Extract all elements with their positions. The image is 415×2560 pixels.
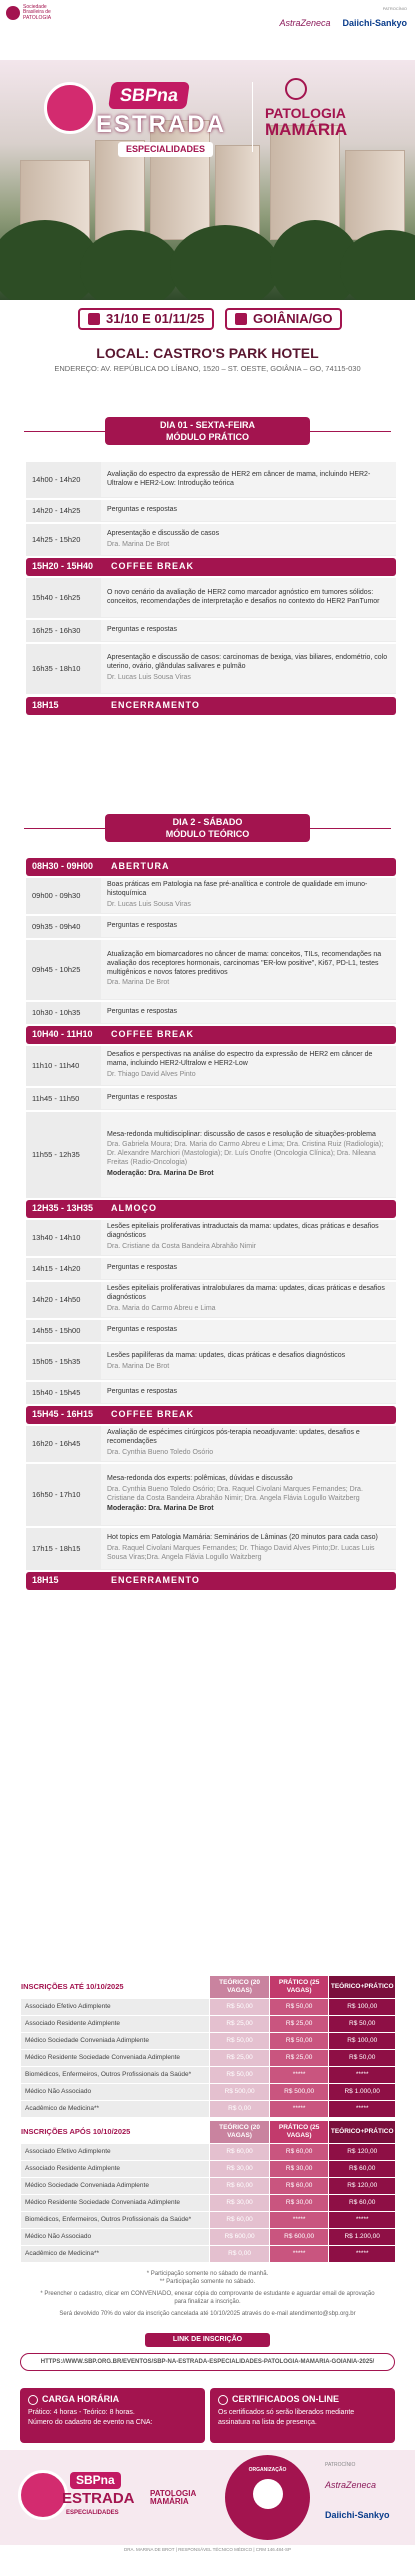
price-value: R$ 50,00: [270, 2033, 329, 2049]
break-label: COFFEE BREAK: [111, 561, 195, 572]
session-title: Perguntas e respostas: [107, 1264, 178, 1272]
session-speaker: Dra. Cynthia Bueno Toledo Osório: [107, 1448, 214, 1456]
break-label: ENCERRAMENTO: [111, 1575, 200, 1586]
session-content: [101, 1320, 396, 1341]
schedule-row: [26, 1002, 396, 1024]
session-speaker: Dr. Lucas Luis Sousa Viras: [107, 900, 191, 908]
price-column-header: TEÓRICO (20 VAGAS): [210, 2121, 269, 2143]
break-time: 18H15: [32, 700, 59, 711]
sbp-name: Sociedade Brasileira de PATOLOGIA: [23, 4, 52, 21]
price-value: *****: [270, 2067, 329, 2083]
schedule-row: [26, 1344, 396, 1380]
price-value: R$ 60,00: [329, 2161, 395, 2177]
break-label: ENCERRAMENTO: [111, 700, 200, 711]
note: ** Participação somente no sábado.: [159, 2279, 256, 2286]
hours-title: CARGA HORÁRIA: [42, 2394, 120, 2404]
price-row: [21, 2033, 395, 2049]
price-value: R$ 600,00: [270, 2229, 329, 2245]
patologia-mamaria-logo: [265, 106, 347, 139]
session-time: 09h45 - 10h25: [26, 940, 101, 999]
price-row: [21, 1999, 395, 2015]
event-city: GOIÂNIA/GO: [253, 310, 333, 326]
price-row: [21, 2101, 395, 2117]
organization-circle: [225, 2455, 310, 2540]
price-value: R$ 25,00: [270, 2050, 329, 2066]
schedule-row: [26, 1258, 396, 1280]
price-row: [21, 2195, 395, 2211]
notes: [40, 2270, 375, 2318]
price-column-header: TEÓRICO+PRÁTICO: [329, 2121, 395, 2143]
cna-text: Número do cadastro de evento na CNA:: [28, 2418, 153, 2426]
astrazeneca-logo: AstraZeneca: [279, 18, 331, 28]
session-content: [101, 940, 396, 999]
price-table-before: [20, 1975, 396, 2118]
price-column-header: PRÁTICO (25 VAGAS): [270, 2121, 329, 2143]
price-value: R$ 60,00: [270, 2144, 329, 2160]
patologia-label: PATOLOGIA: [150, 2489, 197, 2498]
session-content: [101, 462, 396, 497]
session-time: 14h20 - 14h50: [26, 1282, 101, 1317]
session-time: 14h25 - 15h20: [26, 524, 101, 555]
price-value: *****: [270, 2212, 329, 2228]
schedule-row: [26, 1320, 396, 1342]
session-content: [101, 1258, 396, 1279]
schedule-row: [26, 524, 396, 556]
schedule-row: [26, 878, 396, 914]
price-value: R$ 120,00: [329, 2144, 395, 2160]
building: [345, 150, 405, 240]
break-label: ALMOÇO: [111, 1203, 157, 1214]
price-category: Médico Sociedade Conveniada Adimplente: [21, 2178, 209, 2194]
session-title: Desafios e perspectivas na análise do espectro da expressão de HER2 em câncer de mama, incluindo HER2-Ultralow e HER2-Low: [107, 1051, 373, 1068]
price-value: R$ 25,00: [270, 2016, 329, 2032]
session-title: Perguntas e respostas: [107, 922, 178, 930]
tree: [80, 230, 180, 300]
session-title: Avaliação do espectro da expressão de HER2 em câncer de mama, incluindo HER2-Ultralow e HER2-Low: Introdução teórica: [107, 470, 371, 487]
tree: [170, 225, 280, 300]
schedule-row: [26, 916, 396, 938]
session-title: Perguntas e respostas: [107, 626, 178, 634]
price-category: Médico Residente Sociedade Conveniada Adimplente: [21, 2050, 209, 2066]
price-value: *****: [329, 2101, 395, 2117]
break-time: 15H45 - 16H15: [32, 1409, 94, 1420]
session-speaker: Dra. Gabriela Moura; Dra. Maria do Carmo Abreu e Lima; Dra. Cristina Ruiz (Radiologia); Dr. Alexandre Marchiori (Mastologia); Dr. Luís Onofre (Oncologia Clínica); Dra. Nileana Freitas (Radio-Oncologia): [107, 1141, 384, 1166]
schedule-row: [26, 620, 396, 642]
price-category: Associado Efetivo Adimplente: [21, 2144, 209, 2160]
session-speaker: Dra. Marina De Brot: [107, 1362, 170, 1370]
schedule-break: [26, 697, 396, 715]
especialidades-label: ESPECIALIDADES: [66, 2510, 119, 2516]
session-title: Mesa-redonda dos experts: polêmicas, dúvidas e discussão: [107, 1475, 293, 1482]
price-category: Médico Não Associado: [21, 2229, 209, 2245]
sbp-logo: [6, 5, 63, 21]
session-content: [101, 1464, 396, 1525]
clock-icon: [28, 2395, 38, 2405]
session-time: 14h00 - 14h20: [26, 462, 101, 497]
cert-title: CERTIFICADOS ON-LINE: [232, 2394, 339, 2404]
session-content: [101, 878, 396, 913]
session-time: 11h10 - 11h40: [26, 1046, 101, 1085]
price-value: R$ 50,00: [210, 1999, 269, 2015]
session-time: 14h55 - 15h00: [26, 1320, 101, 1341]
brain-road-icon: [18, 2470, 68, 2520]
price-value: R$ 30,00: [210, 2161, 269, 2177]
session-title: Perguntas e respostas: [107, 1326, 178, 1334]
price-value: R$ 600,00: [210, 2229, 269, 2245]
session-title: Atualização em biomarcadores no câncer de mama: conceitos, TILs, recomendações na avaliação dos receptores hormonais, carcinomas "ER-low positive", Ki67, PD-L1, testes multigênicos e novos fatores preditivos: [107, 951, 382, 976]
session-content: [101, 1220, 396, 1255]
sponsor-label: PATROCÍNIO: [325, 2462, 356, 2468]
session-speaker: Dra. Raquel Civolani Marques Fernandes; Dr. Thiago David Alves Pinto;Dr. Lucas Luis Sousa Viras;Dra. Angela Flávia Logullo Waitzberg: [107, 1545, 375, 1561]
session-title: Avaliação de espécimes cirúrgicos pós-terapia neoadjuvante: updates, desafios e recomendações: [107, 1429, 360, 1446]
price-value: R$ 60,00: [210, 2212, 269, 2228]
schedule-row: [26, 1220, 396, 1256]
price-value: R$ 120,00: [329, 2178, 395, 2194]
price-row: [21, 2144, 395, 2160]
schedule-row: [26, 1046, 396, 1086]
session-content: [101, 644, 396, 693]
especialidades-label: ESPECIALIDADES: [118, 142, 213, 157]
price-table-title: INSCRIÇÕES APÓS 10/10/2025: [21, 2121, 209, 2143]
price-value: *****: [329, 2067, 395, 2083]
session-content: [101, 1344, 396, 1379]
estrada-label: ESTRADA: [62, 2490, 135, 2507]
sbp-na-estrada-logo: [22, 70, 227, 180]
hours-text: Prático: 4 horas - Teórico: 8 horas.: [28, 2409, 135, 2417]
daiichi-logo: Daiichi-Sankyo: [325, 2510, 390, 2520]
session-time: 17h15 - 18h15: [26, 1528, 101, 1569]
schedule-row: [26, 1382, 396, 1404]
schedule-break: [26, 1026, 396, 1044]
price-row: [21, 2067, 395, 2083]
break-label: COFFEE BREAK: [111, 1029, 195, 1040]
session-content: [101, 1112, 396, 1197]
schedule-row: [26, 644, 396, 694]
session-time: 16h35 - 18h10: [26, 644, 101, 693]
note: * Preencher o cadastro, clicar em CONVENIADO, enexar cópia do comprovante de estudante e aguardar email de aprovação para finalizar a inscrição.: [40, 2291, 375, 2306]
date-bar: [0, 300, 415, 338]
cert-text: Os certificados só serão liberados mediante assinatura na lista de presença.: [218, 2409, 355, 2426]
price-category: Associado Residente Adimplente: [21, 2161, 209, 2177]
session-speaker: Dra. Maria do Carmo Abreu e Lima: [107, 1304, 216, 1312]
footer-logos: [0, 2450, 415, 2545]
price-row: [21, 2246, 395, 2262]
price-value: R$ 60,00: [329, 2195, 395, 2211]
schedule-row: [26, 1426, 396, 1462]
price-category: Biomédicos, Enfermeiros, Outros Profissionais da Saúde*: [21, 2067, 209, 2083]
event-dates: 31/10 E 01/11/25: [106, 310, 205, 326]
certificate-icon: [218, 2395, 228, 2405]
session-title: Perguntas e respostas: [107, 1388, 178, 1396]
schedule-row: [26, 1112, 396, 1198]
day2-header: [105, 814, 310, 842]
hours-box: [20, 2388, 205, 2443]
certificates-box: [210, 2388, 395, 2443]
session-title: Perguntas e respostas: [107, 1008, 178, 1016]
session-content: [101, 500, 396, 521]
session-title: O novo cenário da avaliação de HER2 como marcador agnóstico em tumores sólidos: conceitos, recomendações de interpretação e desafios no contexto do HER2 PanTumor: [107, 588, 380, 605]
price-row: [21, 2161, 395, 2177]
price-value: R$ 60,00: [270, 2178, 329, 2194]
price-table-title: INSCRIÇÕES ATÉ 10/10/2025: [21, 1976, 209, 1998]
session-time: 15h05 - 15h35: [26, 1344, 101, 1379]
event-location: LOCAL: CASTRO'S PARK HOTEL: [96, 345, 319, 361]
header: [0, 0, 415, 60]
patologia-label: PATOLOGIA: [265, 105, 346, 121]
sbp-seal-icon: [6, 6, 20, 20]
price-value: R$ 50,00: [210, 2067, 269, 2083]
link-label: LINK DE INSCRIÇÃO: [145, 2333, 270, 2347]
session-title: Perguntas e respostas: [107, 1094, 178, 1102]
price-category: Médico Não Associado: [21, 2084, 209, 2100]
schedule-break: [26, 558, 396, 576]
session-title: Hot topics em Patologia Mamária: Seminários de Lâminas (20 minutos para cada caso): [107, 1534, 378, 1542]
daiichi-logo: Daiichi-Sankyo: [342, 18, 407, 28]
session-speaker: Dr. Thiago David Alves Pinto: [107, 1070, 196, 1078]
session-content: [101, 1382, 396, 1403]
session-content: [101, 1002, 396, 1023]
price-column-header: PRÁTICO (25 VAGAS): [270, 1976, 329, 1998]
session-speaker: Dra. Cynthia Bueno Toledo Osório; Dra. Raquel Civolani Marques Fernandes; Dra. Cristiane da Costa Bandeira Abrahão Nimir; Dra. Angela Flávia Logullo Waitzberg: [107, 1485, 363, 1502]
price-value: R$ 100,00: [329, 1999, 395, 2015]
patologia-mamaria-logo: [150, 2490, 196, 2507]
session-content: [101, 1046, 396, 1085]
price-value: R$ 30,00: [270, 2195, 329, 2211]
day2-title: DIA 2 - SÁBADO: [172, 817, 243, 827]
price-value: *****: [329, 2212, 395, 2228]
astrazeneca-logo: AstraZeneca: [325, 2480, 377, 2490]
session-title: Lesões epiteliais proliferativas intralobulares da mama: updates, dicas práticas e desafios diagnósticos: [107, 1285, 385, 1302]
session-speaker: Dra. Marina De Brot: [107, 540, 170, 548]
price-value: R$ 25,00: [210, 2016, 269, 2032]
price-value: R$ 50,00: [210, 2033, 269, 2049]
price-table-after: [20, 2120, 396, 2263]
session-time: 11h55 - 12h35: [26, 1112, 101, 1197]
session-speaker: Dra. Marina De Brot: [107, 979, 170, 987]
schedule-row: [26, 940, 396, 1000]
session-content: [101, 620, 396, 641]
session-time: 14h15 - 14h20: [26, 1258, 101, 1279]
note: * Participação somente no sábado de manhã.: [146, 2271, 269, 2277]
event-address: ENDEREÇO: AV. REPÚBLICA DO LÍBANO, 1520 – ST. OESTE, GOIÂNIA – GO, 74115-030: [54, 364, 361, 373]
city-pill: [225, 308, 342, 330]
price-category: Médico Residente Sociedade Conveniada Adimplente: [21, 2195, 209, 2211]
schedule-break: [26, 1572, 396, 1590]
date-pill: [78, 308, 214, 330]
price-value: R$ 500,00: [270, 2084, 329, 2100]
price-header-row: [21, 2121, 395, 2143]
price-value: R$ 0,00: [210, 2101, 269, 2117]
org-label: ORGANIZAÇÃO: [248, 2467, 287, 2473]
price-value: R$ 25,00: [210, 2050, 269, 2066]
price-value: *****: [329, 2246, 395, 2262]
registration-link[interactable]: HTTPS://WWW.SBP.ORG.BR/EVENTOS/SBP-NA-ESTRADA-ESPECIALIDADES-PATOLOGIA-MAMARIA-GOIANIA-2025/: [20, 2353, 395, 2371]
session-time: 11h45 - 11h50: [26, 1088, 101, 1109]
break-time: 10H40 - 11H10: [32, 1029, 93, 1040]
schedule-row: [26, 578, 396, 618]
schedule-row: [26, 1528, 396, 1570]
break-label: ABERTURA: [111, 861, 170, 872]
day1-header: [105, 417, 310, 445]
brain-road-icon: [44, 82, 96, 134]
day1-subtitle: MÓDULO PRÁTICO: [166, 432, 249, 442]
session-time: 13h40 - 14h10: [26, 1220, 101, 1255]
sbpna-label: SBPna: [70, 2472, 121, 2489]
sponsor-label: PATROCÍNIO: [382, 6, 407, 11]
schedule-break: [26, 858, 396, 876]
session-title: Lesões papilíferas da mama: updates, dicas práticas e desafios diagnósticos: [107, 1351, 346, 1359]
session-title: Apresentação e discussão de casos: [107, 529, 220, 537]
calendar-icon: [88, 313, 100, 325]
break-time: 18H15: [32, 1575, 59, 1586]
hero-banner: [0, 60, 415, 300]
schedule-break: [26, 1406, 396, 1424]
price-row: [21, 2084, 395, 2100]
break-time: 08H30 - 09H00: [32, 861, 94, 872]
note: Será devolvido 70% do valor da inscrição cancelada até 10/10/2025 através do e-mail atendimento@sbp.org.br: [59, 2311, 356, 2318]
session-time: 15h40 - 16h25: [26, 578, 101, 617]
schedule-row: [26, 1282, 396, 1318]
price-row: [21, 2050, 395, 2066]
divider: [252, 82, 253, 152]
price-value: R$ 30,00: [210, 2195, 269, 2211]
session-content: [101, 1282, 396, 1317]
session-speaker: Dr. Lucas Luis Sousa Viras: [107, 673, 191, 681]
price-category: Acadêmico de Medicina**: [21, 2246, 209, 2262]
sbp-seal-icon: [253, 2479, 283, 2509]
price-value: R$ 60,00: [210, 2144, 269, 2160]
break-time: 12H35 - 13H35: [32, 1203, 94, 1214]
session-time: 09h00 - 09h30: [26, 878, 101, 913]
price-row: [21, 2229, 395, 2245]
session-time: 16h50 - 17h10: [26, 1464, 101, 1525]
price-value: R$ 0,00: [210, 2246, 269, 2262]
session-title: Lesões epiteliais proliferativas intraductais da mama: updates, dicas práticas e desafios diagnósticos: [107, 1223, 379, 1240]
session-moderator: Moderação: Dra. Marina De Brot: [107, 1169, 214, 1177]
session-content: [101, 1088, 396, 1109]
session-title: Apresentação e discussão de casos: carcinomas de bexiga, vias biliares, endométrio, colo uterino, ovário, glândulas salivares e pulmão: [107, 654, 388, 671]
estrada-label: ESTRADA: [96, 111, 227, 138]
session-speaker: Dra. Cristiane da Costa Bandeira Abrahão Nimir: [107, 1242, 257, 1250]
price-category: Associado Residente Adimplente: [21, 2016, 209, 2032]
schedule-break: [26, 1200, 396, 1218]
location-pin-icon: [235, 313, 247, 325]
price-value: R$ 1.200,00: [329, 2229, 395, 2245]
session-content: [101, 1426, 396, 1461]
price-value: *****: [270, 2101, 329, 2117]
price-value: R$ 100,00: [329, 2033, 395, 2049]
session-title: Mesa-redonda multidisciplinar: discussão de casos e resolução de situações-problema: [107, 1130, 376, 1138]
price-value: R$ 30,00: [270, 2161, 329, 2177]
sbpna-label: SBPna: [108, 82, 190, 109]
schedule-row: [26, 1088, 396, 1110]
mamaria-label: MAMÁRIA: [150, 2497, 189, 2507]
session-title: Perguntas e respostas: [107, 506, 178, 514]
session-time: 15h40 - 15h45: [26, 1382, 101, 1403]
price-row: [21, 2178, 395, 2194]
price-value: R$ 60,00: [210, 2178, 269, 2194]
price-value: R$ 1.000,00: [329, 2084, 395, 2100]
session-content: [101, 578, 396, 617]
price-row: [21, 2212, 395, 2228]
price-header-row: [21, 1976, 395, 1998]
day1-title: DIA 01 - SEXTA-FEIRA: [159, 420, 255, 430]
session-time: 16h20 - 16h45: [26, 1426, 101, 1461]
price-row: [21, 2016, 395, 2032]
session-time: 09h35 - 09h40: [26, 916, 101, 937]
price-category: Biomédicos, Enfermeiros, Outros Profissionais da Saúde*: [21, 2212, 209, 2228]
session-content: [101, 916, 396, 937]
price-value: R$ 50,00: [329, 2016, 395, 2032]
break-label: COFFEE BREAK: [111, 1409, 195, 1420]
session-time: 16h25 - 16h30: [26, 620, 101, 641]
price-category: Médico Sociedade Conveniada Adimplente: [21, 2033, 209, 2049]
session-content: [101, 524, 396, 555]
schedule-row: [26, 462, 396, 498]
schedule-row: [26, 500, 396, 522]
mamaria-label: MAMÁRIA: [265, 119, 348, 139]
price-column-header: TEÓRICO (20 VAGAS): [210, 1976, 269, 1998]
price-value: R$ 50,00: [270, 1999, 329, 2015]
day2-subtitle: MÓDULO TEÓRICO: [165, 829, 250, 839]
price-column-header: TEÓRICO+PRÁTICO: [329, 1976, 395, 1998]
price-value: *****: [270, 2246, 329, 2262]
session-time: 10h30 - 10h35: [26, 1002, 101, 1023]
session-title: Boas práticas em Patologia na fase pré-analítica e controle de qualidade em imuno-histoquímica: [107, 881, 368, 898]
price-category: Acadêmico de Medicina**: [21, 2101, 209, 2117]
schedule-row: [26, 1464, 396, 1526]
sponsor-logos: [279, 18, 407, 29]
session-moderator: Moderação: Dra. Marina De Brot: [107, 1505, 214, 1513]
price-value: R$ 500,00: [210, 2084, 269, 2100]
breast-ribbon-icon: [285, 78, 307, 100]
break-time: 15H20 - 15H40: [32, 561, 94, 572]
session-time: 14h20 - 14h25: [26, 500, 101, 521]
price-category: Associado Efetivo Adimplente: [21, 1999, 209, 2015]
price-value: R$ 50,00: [329, 2050, 395, 2066]
session-content: [101, 1528, 396, 1569]
credit-line: DRA. MARINA DE BROT | RESPONSÁVEL TÉCNICO MÉDICO | CRM 146.484-SP: [123, 2547, 292, 2552]
